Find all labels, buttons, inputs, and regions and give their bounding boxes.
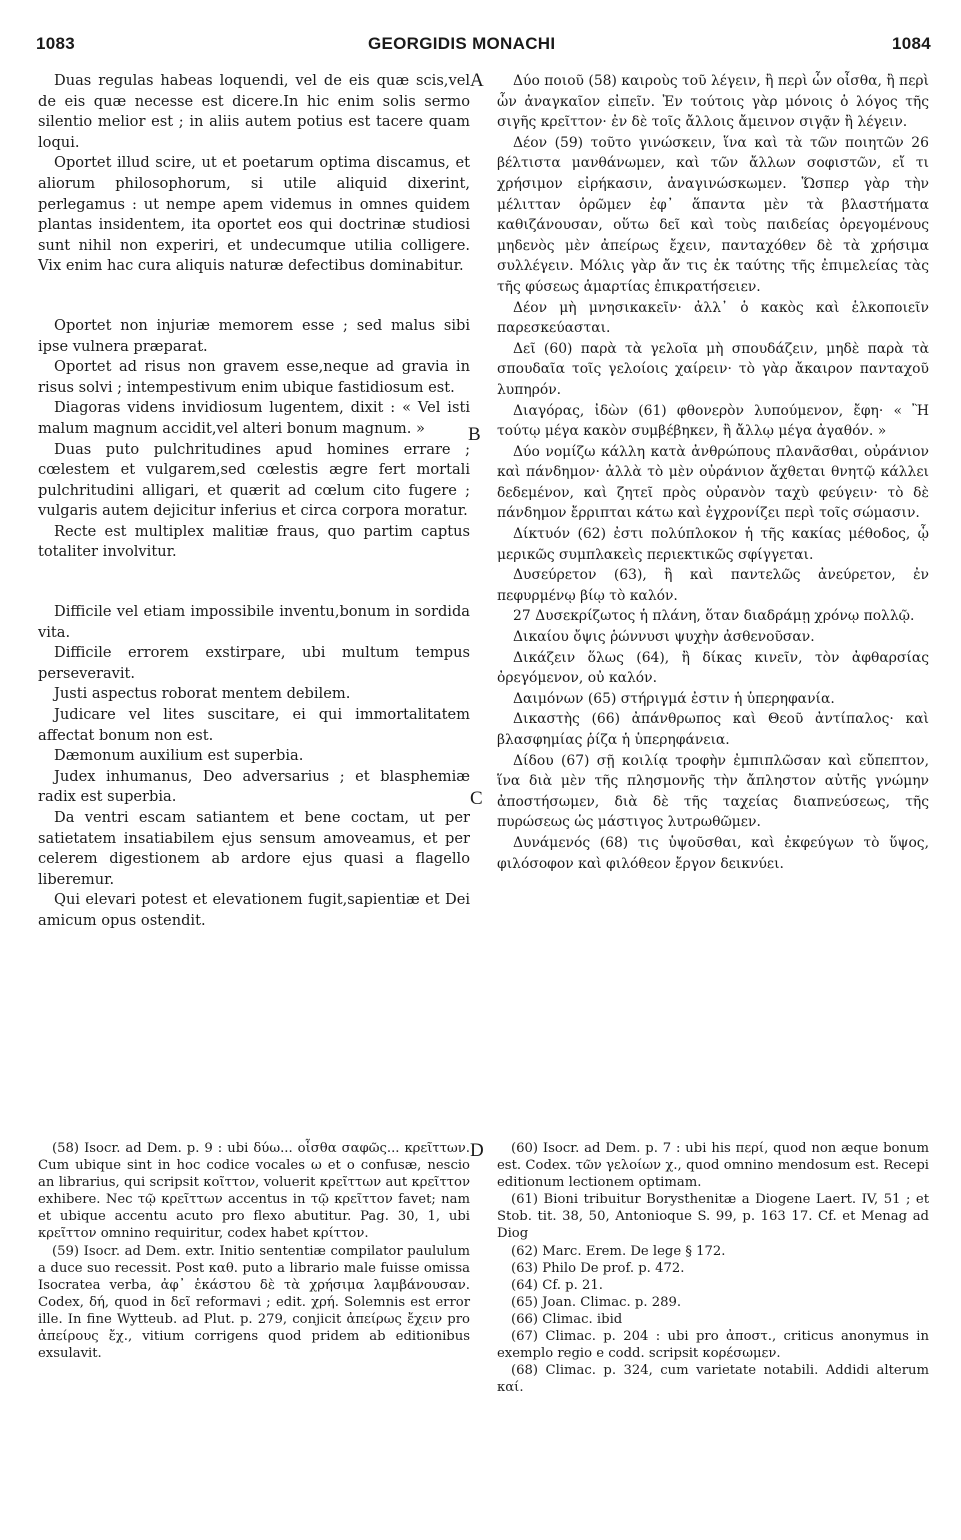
footnote: (60) Isocr. ad Dem. p. 7 : ubi his περί, quod non æque bonum est. Codex. τῶν γελοίων χ., quod omnino mendosum est. Recepi editionum lectionem optimam. bbox=[497, 1141, 929, 1191]
latin-paragraph: Recte est multiplex malitiæ fraus, quo partim captus totaliter involvitur. bbox=[38, 522, 470, 561]
latin-paragraph: Diagoras videns invidiosum lugentem, dixit : « Vel isti malum magnum accidit,vel alteri bonum magnum. » bbox=[38, 399, 470, 437]
latin-paragraph: Oportet non injuriæ memorem esse ; sed malus sibi ipse vulnera præparat. bbox=[38, 316, 470, 355]
footnote: (61) Bioni tribuitur Borysthenitæ a Diogene Laert. IV, 51 ; et Stob. tit. 38, 50, Antonioque S. 99, p. 163 17. Cf. et Menag ad Diog bbox=[497, 1192, 929, 1242]
greek-paragraph: Δικαστὴς (66) ἀπάνθρωπος καὶ Θεοῦ ἀντίπαλος· καὶ βλασφημίας ῥίζα ἡ ὑπερηφάνεια. bbox=[497, 711, 929, 748]
latin-paragraph: Da ventri escam satiantem et bene coctam, ut per satietatem insatiabilem ejus sensum amoveamus, et per celerem digestionem ab ardore ejus quasi a flagello liberemur. bbox=[38, 809, 470, 888]
greek-paragraph: Δαιμόνων (65) στήριγμά ἐστιν ἡ ὑπερηφανία. bbox=[513, 690, 835, 707]
latin-paragraph: Oportet ad risus non gravem esse,neque ad gravia in risus solvi ; intempestivum enim ubique fastidiosum est. bbox=[38, 358, 470, 396]
greek-paragraph: Δυσεύρετον (63), ἢ καὶ παντελῶς ἀνεύρετον, ἐν πεφυρμένῳ βίῳ τὸ καλόν. bbox=[497, 567, 929, 604]
latin-paragraph: Duas regulas habeas loquendi, vel de eis quæ scis,vel de eis quæ necesse est dicere.In hic enim solis sermo silentio melior est ; in aliis autem potius est tacere quam loqui. bbox=[38, 72, 470, 151]
greek-paragraph: Δύο ποιοῦ (58) καιροὺς τοῦ λέγειν, ἢ περὶ ὧν οἶσθα, ἢ περὶ ὧν ἀναγκαῖον εἰπεῖν. Ἐν τούτοις γὰρ μόνοις ὁ λόγος τῆς σιγῆς κρεῖττον· ἐν δὲ τοῖς ἄλλοις ἄμεινον σιγᾷν ἢ λέγειν. bbox=[497, 73, 929, 131]
latin-paragraph: Justi aspectus roborat mentem debilem. bbox=[54, 685, 351, 703]
greek-paragraph: Δικαίου ὄψις ῥώννυσι ψυχὴν ἀσθενοῦσαν. bbox=[513, 629, 815, 646]
latin-paragraph: Difficile vel etiam impossibile inventu,bonum in sordida vita. bbox=[38, 603, 470, 641]
greek-paragraph: Δίκτυόν (62) ἐστι πολύπλοκον ἡ τῆς κακίας μέθοδος, ᾧ μερικῶς συμπλακεὶς περιεκτικῶς σφίγγεται. bbox=[497, 526, 929, 563]
footnote: (64) Cf. p. 21. bbox=[511, 1277, 603, 1293]
greek-paragraph: Δικάζειν ὅλως (64), ἢ δίκας κινεῖν, τὸν ἀφθαρσίας ὀρεγόμενον, οὐ καλόν. bbox=[497, 649, 929, 687]
greek-paragraph: 27 Δυσεκρίζωτος ἡ πλάνη, ὅταν διαδράμῃ χρόνῳ πολλῷ. bbox=[513, 608, 915, 625]
footnote: (58) Isocr. ad Dem. p. 9 : ubi δύω... οἶσθα σαφῶς... κρεῖττων. Cum ubique sint in hoc codice vocales ω et ο confusæ, nescio an librarius, qui scripsit κοῖττον, voluerit κρεῖττων aut κρεῖττον exhibere. Nec τῷ κρεῖττων accentus in τῷ κρεῖττον favet; nam et ubique accentu acuto pro flexo abutitur. Pag. 30, 1, ubi κρεῖττον omnino requiritur, codex habet κρίττον. bbox=[38, 1141, 470, 1242]
latin-paragraph: Oportet illud scire, ut et poetarum optima discamus, et aliorum philosophorum, si utile aliquid dixerint, perlegamus : ut nempe apem videmus in omnes quidem plantas insidentem, ita oportet eos qui doctrinæ studiosi sunt nihil non experiri, et undecumque utilia colligere. Vix enim hac cura aliquis naturæ defectibus dominabitur. bbox=[38, 154, 470, 275]
section-marker-d: D bbox=[470, 1140, 484, 1161]
footnotes-left bbox=[38, 1140, 470, 1362]
footnote: (62) Marc. Erem. De lege § 172. bbox=[511, 1243, 726, 1259]
greek-paragraph: Δέον (59) τοῦτο γινώσκειν, ἵνα καὶ τὰ τῶν ποιητῶν 26 βέλτιστα μανθάνωμεν, καὶ τῶν ἄλλων σοφιστῶν, εἴ τι χρήσιμον εἰρήκασιν, ἀναγινώσκωμεν. Ὥσπερ γὰρ τὴν μέλιτταν ὁρῶμεν ἐφ᾽ ἅπαντα μὲν τὰ βλαστήματα καθιζάνουσαν, οὕτω δεῖ καὶ τοὺς παιδείας ὀρεγομένους μηδενὸς μὲν ἀπείρως ἔχειν, πανταχόθεν δὲ τὰ χρήσιμα συλλέγειν. Μόλις γὰρ ἄν τις ἐκ ταύτης τῆς ἐπιμελείας τὰς τῆς φύσεως ἁμαρτίας ἐπικρατήσειεν. bbox=[497, 134, 929, 295]
footnote: (59) Isocr. ad Dem. extr. Initio sententiæ compilator paululum a duce suo recessit. Post καθ. puto a librario male fuisse omissa Isocratea verba, ἀφ᾽ ἑκάστου δὲ τὰ χρήσιμα λαμβάνουσαν. Codex, δή, quod in δεῖ reformavi ; edit. χρή. Solemnis est error ille. In fine Wytteub. ad Plut. p. 279, conjicit ἀπείρως ἔχειν pro ἀπείρους ἔχ., vitium corrigens quod pridem ab editionibus exsulavit. bbox=[38, 1243, 470, 1362]
footnote: (63) Philo De prof. p. 472. bbox=[511, 1260, 685, 1276]
greek-paragraph: Δυνάμενός (68) τις ὑψοῦσθαι, καὶ ἐκφεύγων τὸ ὕψος, φιλόσοφον καὶ φιλόθεον ἔργον δεικνύει. bbox=[497, 834, 929, 872]
footnote: (66) Climac. ibid bbox=[511, 1311, 623, 1327]
footnotes-right bbox=[497, 1140, 929, 1396]
column-gap bbox=[38, 563, 470, 602]
page-number-left: 1083 bbox=[36, 34, 76, 53]
footnote: (67) Climac. p. 204 : ubi pro ἀποστ., criticus anonymus in exemplo regio e codd. scripsit κορέσωμεν. bbox=[497, 1329, 929, 1362]
latin-paragraph: Duas puto pulchritudines apud homines errare ; cœlestem et vulgarem,sed cœlestis ægre fert mortali pulchritudini alligari, et quærit ad cœlum cito fugere ; vulgaris autem dejicitur inferius et circa corpora moratur. bbox=[38, 440, 470, 520]
greek-paragraph: Δύο νομίζω κάλλη κατὰ ἀνθρώπους πλανᾶσθαι, οὐράνιον καὶ πάνδημον· ἀλλὰ τὸ μὲν οὐράνιον ἄχθεται θνητῷ κάλλει δεδεμένον, καὶ ζητεῖ πρὸς οὐρανὸν ταχὺ φεύγειν· τὸ δὲ πάνδημον ἔρριπται κάτω καὶ ἐγχρονίζει περὶ τοῖς σώμασιν. bbox=[497, 443, 929, 522]
footnote: (65) Joan. Climac. p. 289. bbox=[511, 1294, 682, 1310]
latin-paragraph: Difficile errorem exstirpare, ubi multum tempus perseveravit. bbox=[38, 644, 470, 682]
greek-paragraph: Διαγόρας, ἰδὼν (61) φθονερὸν λυπούμενον, ἔφη· « Ἢ τούτῳ μέγα κακὸν συμβέβηκεν, ἢ ἄλλῳ μέγα ἀγαθόν. » bbox=[497, 402, 929, 440]
latin-paragraph: Judex inhumanus, Deo adversarius ; et blasphemiæ radix est superbia. bbox=[38, 767, 470, 806]
column-gap bbox=[38, 277, 470, 316]
section-marker-a: A bbox=[470, 70, 484, 91]
section-marker-c: C bbox=[470, 788, 483, 809]
footnote: (68) Climac. p. 324, cum varietate notabili. Addidi alterum καί. bbox=[497, 1363, 929, 1396]
page-number-right: 1084 bbox=[891, 34, 931, 53]
greek-paragraph: Δίδου (67) σῇ κοιλίᾳ τροφὴν ἐμπιπλῶσαν καὶ εὔπεπτον, ἵνα διὰ μὲν τῆς πλησμονῆς τὴν ἄπληστον αὐτῆς γνώμην ἀποστήσωμεν, διὰ δὲ τῆς ταχείας διαπνεύσεως, τῆς πυρώσεως ὡς μάστιγος λυτρωθῶμεν. bbox=[497, 752, 929, 831]
running-title: GEORGIDIS MONACHI bbox=[368, 34, 556, 53]
latin-paragraph: Dæmonum auxilium est superbia. bbox=[54, 747, 304, 765]
greek-paragraph: Δέον μὴ μνησικακεῖν· ἀλλ᾽ ὁ κακὸς καὶ ἑλκοποιεῖν παρεσκεύασται. bbox=[497, 299, 929, 337]
greek-paragraph: Δεῖ (60) παρὰ τὰ γελοῖα μὴ σπουδάζειν, μηδὲ παρὰ τὰ σπουδαῖα τοῖς γελοίοις χαίρειν· τὸ γὰρ ἄκαιρον πανταχοῦ λυπηρόν. bbox=[497, 340, 929, 398]
latin-paragraph: Qui elevari potest et elevationem fugit,sapientiæ et Dei amicum opus ostendit. bbox=[38, 891, 470, 929]
latin-paragraph: Judicare vel lites suscitare, ei qui immortalitatem affectat bonum non est. bbox=[38, 706, 470, 744]
latin-column bbox=[38, 71, 470, 932]
greek-column bbox=[497, 71, 929, 874]
section-marker-b: B bbox=[468, 424, 481, 445]
